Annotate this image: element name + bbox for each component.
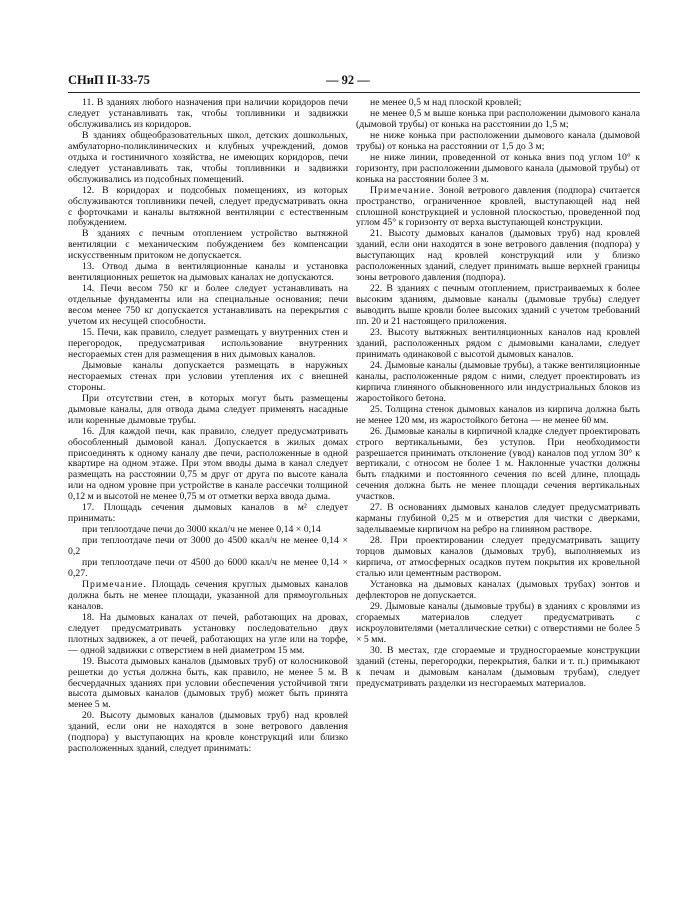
clause-17-item-3: при теплоотдаче печи от 4500 до 6000 ккал/ч не менее 0,14 × 0,27. xyxy=(68,557,348,579)
right-column xyxy=(356,98,640,689)
clause-23: 23. Высоту вытяжных вентиляционных каналов над кровлей зданий, расположенных рядом с дымовыми каналами, следует принимать одинаковой с высотой дымовых каналов. xyxy=(356,327,640,360)
clause-20-item-4: не ниже линии, проведенной от конька вниз под углом 10° к горизонту, при расположении дымового канала (дымовой трубы) от конька на расстоянии более 3 м. xyxy=(356,151,640,185)
clause-22: 22. В зданиях с печным отоплением, пристраиваемых к более высоким зданиям, дымовые каналы (дымовые трубы) следует выводить выше кровли более высоких зданий с учетом требований пп. 20 и 21 настоящего приложения. xyxy=(356,283,640,328)
clause-20-item-3: не ниже конька при расположении дымового канала (дымовой трубы) от конька на расстоянии от 1,5 до 3 м; xyxy=(356,129,640,152)
clause-28: 28. При проектировании следует предусматривать защиту торцов дымовых каналов (дымовых труб), выполняемых из кирпича, от атмосферных осадков путем покрытия их кровельной сталью или цементным раствором. xyxy=(356,535,640,579)
note-heading: Примечание. xyxy=(370,184,435,196)
page-number: — 92 — xyxy=(326,73,370,87)
clause-18: 18. На дымовых каналах от печей, работающих на дровах, следует предусматривать установку последовательно двух плотных задвижек, а от печей, работающих на угле или на торфе, — одной задвижки с отверстием в ней диаметром 15 мм. xyxy=(68,611,348,656)
clause-28-para-2: Установка на дымовых каналах (дымовых трубах) зонтов и дефлекторов не допускается. xyxy=(356,578,640,601)
clause-17: 17. Площадь сечения дымовых каналов в м² следует принимать: xyxy=(68,502,348,525)
clause-17-item-1: при теплоотдаче печи до 3000 ккал/ч не менее 0,14 × 0,14 xyxy=(82,524,321,536)
clause-12: 12. В коридорах и подсобных помещениях, из которых обслуживаются топливники печей, следует предусматривать окна с форточками и каналы вытяжной вентиляции с естественным побуждением. xyxy=(68,184,348,229)
clause-15-para-2: Дымовые каналы допускается размещать в наружных несгораемых стенах при условии утепления их с внешней стороны. xyxy=(68,359,348,393)
note-heading: Примечание. xyxy=(82,578,147,590)
clause-25: 25. Толщина стенок дымовых каналов из кирпича должна быть не менее 120 мм, из жаростойкого бетона — не менее 60 мм. xyxy=(356,403,640,426)
clause-11-para-2: В зданиях общеобразовательных школ, детских дошкольных, амбулаторно-поликлинических и клубных учреждений, домов отдыха и гостиничного хозяйства, не имеющих коридоров, печи следует устанавливать так, чтобы топливники и задвижки обслуживались из подсобных помещений. xyxy=(68,129,348,185)
clause-26: 26. Дымовые каналы в кирпичной кладке следует проектировать строго вертикальными, без уступов. При необходимости разрешается принимать отклонение (увод) каналов под углом 30° к вертикали, с относом не более 1 м. Наклонные участки должны быть гладкими и постоянного сечения по всей длине, площадь сечения должна быть не менее площади сечения вертикальных участков. xyxy=(356,425,640,503)
clause-21: 21. Высоту дымовых каналов (дымовых труб) над кровлей зданий, если они находятся в зоне ветрового давления (подпора) у выступающих над кровлей конструкций или у близко расположенных зданий, следует принимать выше верхней границы зоны ветрового давления (подпора). xyxy=(356,228,640,284)
clause-19: 19. Высота дымовых каналов (дымовых труб) от колосниковой решетки до устья должна быть, как правило, не менее 5 м. В бесчердачных зданиях при условии обеспечения устойчивой тяги высота дымовых каналов (дымовых труб) может быть принята менее 5 м. xyxy=(68,655,348,711)
note-20 xyxy=(356,186,640,230)
header-rule xyxy=(68,92,640,93)
clause-16: 16. Для каждой печи, как правило, следует предусматривать обособленный дымовой канал. Допускается в жилых домах присоединять к одному каналу две печи, расположенные в одной квартире на одном этаже. При этом вводы дыма в канал следует размещать на расстоянии 0,75 м друг от друга по высоте канала или на одном уровне при устройстве в канале рассечки толщиной 0,12 м и высотой не менее 0,75 м от отметки верха ввода дыма. xyxy=(68,425,348,503)
clause-20-item-1: не менее 0,5 м над плоской кровлей; xyxy=(370,97,522,108)
clause-30: 30. В местах, где сгораемые и трудносгораемые конструкции зданий (стены, перегородки, перекрытия, балки и т. п.) примыкают к печам и дымовым каналам (дымовым трубам), следует предусматривать разделки из несгораемых материалов. xyxy=(356,644,640,689)
clause-24: 24. Дымовые каналы (дымовые трубы), а также вентиляционные каналы, расположенные рядом с ними, следует проектировать из кирпича глиняного обыкновенного или индустриальных блоков из жаростойкого бетона. xyxy=(356,359,640,404)
clause-11: 11. В зданиях любого назначения при наличии коридоров печи следует устанавливать так, чтобы топливники и задвижки обслуживались из коридоров. xyxy=(68,97,348,130)
clause-20-item-2: не менее 0,5 м выше конька при расположении дымового канала (дымовой трубы) от конька на расстоянии до 1,5 м; xyxy=(356,107,640,130)
clause-14: 14. Печи весом 750 кг и более следует устанавливать на отдельные фундаменты или на специальные основания; печи весом менее 750 кг допускается устанавливать на перекрытия с учетом их несущей способности. xyxy=(68,283,348,328)
clause-12-para-2: В зданиях с печным отоплением устройство вытяжной вентиляции с механическим побуждением без компенсации искусственным притоком не допускается. xyxy=(68,228,348,262)
clause-17-item-2: при теплоотдаче печи от 3000 до 4500 ккал/ч не менее 0,14 × 0,2 xyxy=(68,535,348,558)
note-text: Зоной ветрового давления (подпора) считается пространство, ограниченное кровлей, выступающей над ней сплошной конструкцией и условной плоскостью, проведенной под углом 45° к горизонту от верха выступающей конструкции. xyxy=(356,184,640,229)
clause-20: 20. Высоту дымовых каналов (дымовых труб) над кровлей зданий, если они не находятся в зоне ветрового давления (подпора) у выступающих на кровле конструкций или близко расположенных зданий, следует принимать: xyxy=(68,710,348,755)
note-17 xyxy=(68,580,348,613)
left-column xyxy=(68,98,348,755)
clause-15-para-3: При отсутствии стен, в которых могут быть размещены дымовые каналы, для отвода дыма следует применять насадные или коренные дымовые трубы. xyxy=(68,392,348,426)
note-text: Площадь сечения круглых дымовых каналов должна быть не менее площади, указанной для прямоугольных каналов. xyxy=(68,578,348,612)
clause-13: 13. Отвод дыма в вентиляционные каналы и установка вентиляционных решеток на дымовых каналах не допускаются. xyxy=(68,261,348,284)
clause-15: 15. Печи, как правило, следует размещать у внутренних стен и перегородок, предусматривая использование внутренних несгораемых стен для размещения в них дымовых каналов. xyxy=(68,327,348,360)
clause-29: 29. Дымовые каналы (дымовые трубы) в зданиях с кровлями из сгораемых материалов следует предусматривать с искроуловителями (металлические сетки) с отверстиями не более 5 × 5 мм. xyxy=(356,600,640,645)
clause-27: 27. В основаниях дымовых каналов следует предусматривать карманы глубиной 0,25 м и отверстия для чистки с дверками, заделываемые кирпичом на ребро на глиняном растворе. xyxy=(356,502,640,536)
document-code: СНиП II-33-75 xyxy=(68,73,150,87)
